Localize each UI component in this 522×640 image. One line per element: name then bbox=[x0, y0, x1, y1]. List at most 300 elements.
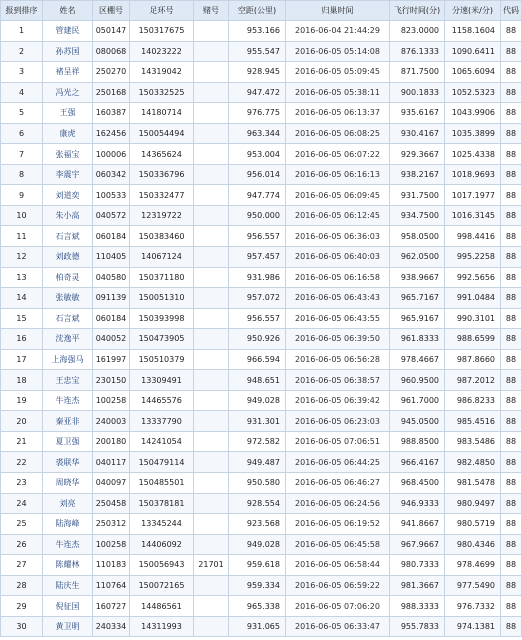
cell-speed: 990.3101 bbox=[445, 308, 501, 329]
cell-code: 88 bbox=[501, 41, 522, 62]
cell-name: 周晓华 bbox=[43, 473, 93, 494]
cell-arrival-time: 2016-06-05 06:24:56 bbox=[286, 493, 390, 514]
cell-speed: 982.4850 bbox=[445, 452, 501, 473]
cell-arrival-time: 2016-06-05 06:43:43 bbox=[286, 288, 390, 309]
cell-distance: 928.945 bbox=[229, 62, 286, 83]
cell-bet-number bbox=[194, 493, 229, 514]
cell-loft-id: 240003 bbox=[93, 411, 130, 432]
cell-flight-time: 935.6167 bbox=[390, 103, 445, 124]
cell-distance: 950.580 bbox=[229, 473, 286, 494]
cell-arrival-time: 2016-06-05 06:38:57 bbox=[286, 370, 390, 391]
cell-bet-number bbox=[194, 514, 229, 535]
cell-bet-number bbox=[194, 308, 229, 329]
cell-arrival-time: 2016-06-05 06:43:55 bbox=[286, 308, 390, 329]
table-row bbox=[1, 267, 522, 288]
cell-rank: 26 bbox=[1, 534, 43, 555]
cell-speed: 995.2258 bbox=[445, 247, 501, 268]
header-distance: 空距(公里) bbox=[229, 1, 286, 21]
cell-flight-time: 988.3333 bbox=[390, 596, 445, 617]
table-row bbox=[1, 390, 522, 411]
cell-rank: 30 bbox=[1, 616, 43, 637]
cell-name: 裘联华 bbox=[43, 452, 93, 473]
cell-arrival-time: 2016-06-05 06:13:37 bbox=[286, 103, 390, 124]
cell-name: 褚呈祥 bbox=[43, 62, 93, 83]
cell-code: 88 bbox=[501, 349, 522, 370]
cell-name: 陈耀林 bbox=[43, 555, 93, 576]
table-row bbox=[1, 123, 522, 144]
cell-arrival-time: 2016-06-05 05:14:08 bbox=[286, 41, 390, 62]
cell-name: 王忠宝 bbox=[43, 370, 93, 391]
cell-speed: 1090.6411 bbox=[445, 41, 501, 62]
table-row bbox=[1, 349, 522, 370]
cell-arrival-time: 2016-06-05 06:45:58 bbox=[286, 534, 390, 555]
cell-arrival-time: 2016-06-05 06:16:58 bbox=[286, 267, 390, 288]
cell-bet-number bbox=[194, 288, 229, 309]
cell-speed: 981.5478 bbox=[445, 473, 501, 494]
cell-code: 88 bbox=[501, 267, 522, 288]
cell-rank: 19 bbox=[1, 390, 43, 411]
cell-rank: 21 bbox=[1, 431, 43, 452]
cell-code: 88 bbox=[501, 473, 522, 494]
cell-arrival-time: 2016-06-05 06:56:28 bbox=[286, 349, 390, 370]
cell-speed: 1065.6094 bbox=[445, 62, 501, 83]
table-row bbox=[1, 82, 522, 103]
cell-code: 88 bbox=[501, 596, 522, 617]
cell-flight-time: 981.3667 bbox=[390, 575, 445, 596]
cell-bet-number bbox=[194, 103, 229, 124]
cell-bet-number bbox=[194, 144, 229, 165]
cell-flight-time: 961.8333 bbox=[390, 329, 445, 350]
table-row bbox=[1, 575, 522, 596]
cell-loft-id: 110405 bbox=[93, 247, 130, 268]
cell-name: 张福宝 bbox=[43, 144, 93, 165]
cell-code: 88 bbox=[501, 555, 522, 576]
cell-distance: 956.014 bbox=[229, 164, 286, 185]
cell-arrival-time: 2016-06-05 06:59:22 bbox=[286, 575, 390, 596]
cell-flight-time: 934.7500 bbox=[390, 205, 445, 226]
cell-distance: 956.557 bbox=[229, 308, 286, 329]
cell-distance: 953.004 bbox=[229, 144, 286, 165]
cell-loft-id: 091139 bbox=[93, 288, 130, 309]
header-loft-id: 区棚号 bbox=[93, 1, 130, 21]
cell-flight-time: 967.9667 bbox=[390, 534, 445, 555]
cell-name: 孙苏国 bbox=[43, 41, 93, 62]
cell-bet-number bbox=[194, 123, 229, 144]
cell-flight-time: 968.4500 bbox=[390, 473, 445, 494]
cell-loft-id: 250168 bbox=[93, 82, 130, 103]
cell-bet-number: 21701 bbox=[194, 555, 229, 576]
cell-speed: 985.4516 bbox=[445, 411, 501, 432]
cell-loft-id: 110183 bbox=[93, 555, 130, 576]
cell-rank: 17 bbox=[1, 349, 43, 370]
cell-flight-time: 900.1833 bbox=[390, 82, 445, 103]
cell-speed: 987.2012 bbox=[445, 370, 501, 391]
cell-distance: 957.072 bbox=[229, 288, 286, 309]
cell-code: 88 bbox=[501, 21, 522, 42]
cell-rank: 12 bbox=[1, 247, 43, 268]
cell-bet-number bbox=[194, 411, 229, 432]
table-body bbox=[1, 21, 522, 637]
table-row bbox=[1, 534, 522, 555]
cell-ring-number: 14180714 bbox=[130, 103, 194, 124]
cell-arrival-time: 2016-06-05 06:39:50 bbox=[286, 329, 390, 350]
cell-distance: 965.338 bbox=[229, 596, 286, 617]
cell-name: 刘政德 bbox=[43, 247, 93, 268]
cell-distance: 950.926 bbox=[229, 329, 286, 350]
cell-name: 陆海峰 bbox=[43, 514, 93, 535]
cell-distance: 972.582 bbox=[229, 431, 286, 452]
cell-loft-id: 040580 bbox=[93, 267, 130, 288]
cell-flight-time: 938.2167 bbox=[390, 164, 445, 185]
cell-distance: 949.028 bbox=[229, 534, 286, 555]
cell-name: 陆庆生 bbox=[43, 575, 93, 596]
cell-code: 88 bbox=[501, 308, 522, 329]
table-row bbox=[1, 185, 522, 206]
cell-code: 88 bbox=[501, 123, 522, 144]
cell-distance: 950.000 bbox=[229, 205, 286, 226]
header-arrival-time: 归巢时间 bbox=[286, 1, 390, 21]
cell-arrival-time: 2016-06-05 06:39:42 bbox=[286, 390, 390, 411]
cell-arrival-time: 2016-06-05 06:09:45 bbox=[286, 185, 390, 206]
cell-speed: 1016.3145 bbox=[445, 205, 501, 226]
cell-distance: 957.457 bbox=[229, 247, 286, 268]
header-bet-number: 赌号 bbox=[194, 1, 229, 21]
cell-ring-number: 12319722 bbox=[130, 205, 194, 226]
cell-bet-number bbox=[194, 247, 229, 268]
cell-distance: 949.028 bbox=[229, 390, 286, 411]
cell-loft-id: 160727 bbox=[93, 596, 130, 617]
cell-arrival-time: 2016-06-05 06:12:45 bbox=[286, 205, 390, 226]
cell-bet-number bbox=[194, 575, 229, 596]
cell-speed: 976.7332 bbox=[445, 596, 501, 617]
cell-distance: 931.986 bbox=[229, 267, 286, 288]
cell-bet-number bbox=[194, 596, 229, 617]
table-row bbox=[1, 226, 522, 247]
cell-bet-number bbox=[194, 534, 229, 555]
cell-name: 张敏敏 bbox=[43, 288, 93, 309]
header-rank: 报到排序 bbox=[1, 1, 43, 21]
cell-distance: 928.554 bbox=[229, 493, 286, 514]
cell-loft-id: 250270 bbox=[93, 62, 130, 83]
cell-name: 管建民 bbox=[43, 21, 93, 42]
cell-bet-number bbox=[194, 185, 229, 206]
table-row bbox=[1, 596, 522, 617]
cell-ring-number: 150371180 bbox=[130, 267, 194, 288]
cell-code: 88 bbox=[501, 493, 522, 514]
cell-rank: 16 bbox=[1, 329, 43, 350]
cell-ring-number: 13345244 bbox=[130, 514, 194, 535]
cell-name: 石言斌 bbox=[43, 226, 93, 247]
cell-flight-time: 941.8667 bbox=[390, 514, 445, 535]
cell-rank: 4 bbox=[1, 82, 43, 103]
cell-code: 88 bbox=[501, 514, 522, 535]
cell-loft-id: 160387 bbox=[93, 103, 130, 124]
cell-loft-id: 162456 bbox=[93, 123, 130, 144]
cell-distance: 959.334 bbox=[229, 575, 286, 596]
cell-speed: 987.8660 bbox=[445, 349, 501, 370]
cell-rank: 14 bbox=[1, 288, 43, 309]
cell-ring-number: 14311993 bbox=[130, 616, 194, 637]
cell-name: 冯光之 bbox=[43, 82, 93, 103]
cell-code: 88 bbox=[501, 103, 522, 124]
cell-speed: 1052.5323 bbox=[445, 82, 501, 103]
table-row bbox=[1, 41, 522, 62]
cell-rank: 27 bbox=[1, 555, 43, 576]
cell-ring-number: 150378181 bbox=[130, 493, 194, 514]
cell-flight-time: 931.7500 bbox=[390, 185, 445, 206]
cell-name: 刘亮 bbox=[43, 493, 93, 514]
cell-ring-number: 150332477 bbox=[130, 185, 194, 206]
cell-speed: 1158.1604 bbox=[445, 21, 501, 42]
cell-speed: 980.5719 bbox=[445, 514, 501, 535]
table-row bbox=[1, 103, 522, 124]
table-row bbox=[1, 370, 522, 391]
table-row bbox=[1, 308, 522, 329]
cell-loft-id: 040097 bbox=[93, 473, 130, 494]
cell-flight-time: 955.7833 bbox=[390, 616, 445, 637]
cell-loft-id: 240334 bbox=[93, 616, 130, 637]
cell-flight-time: 871.7500 bbox=[390, 62, 445, 83]
cell-arrival-time: 2016-06-05 06:19:52 bbox=[286, 514, 390, 535]
cell-loft-id: 050147 bbox=[93, 21, 130, 42]
cell-arrival-time: 2016-06-05 06:23:03 bbox=[286, 411, 390, 432]
header-speed: 分速(米/分) bbox=[445, 1, 501, 21]
cell-flight-time: 978.4667 bbox=[390, 349, 445, 370]
cell-name: 秦亚非 bbox=[43, 411, 93, 432]
cell-loft-id: 040117 bbox=[93, 452, 130, 473]
cell-distance: 947.774 bbox=[229, 185, 286, 206]
table-row bbox=[1, 555, 522, 576]
cell-ring-number: 150393998 bbox=[130, 308, 194, 329]
cell-rank: 18 bbox=[1, 370, 43, 391]
cell-ring-number: 150072165 bbox=[130, 575, 194, 596]
cell-code: 88 bbox=[501, 575, 522, 596]
cell-ring-number: 150054494 bbox=[130, 123, 194, 144]
cell-loft-id: 060342 bbox=[93, 164, 130, 185]
cell-ring-number: 14319042 bbox=[130, 62, 194, 83]
cell-rank: 22 bbox=[1, 452, 43, 473]
cell-ring-number: 150383460 bbox=[130, 226, 194, 247]
cell-name: 上海强马 bbox=[43, 349, 93, 370]
header-name: 姓名 bbox=[43, 1, 93, 21]
cell-ring-number: 150332525 bbox=[130, 82, 194, 103]
cell-bet-number bbox=[194, 349, 229, 370]
cell-loft-id: 110764 bbox=[93, 575, 130, 596]
cell-speed: 998.4416 bbox=[445, 226, 501, 247]
cell-code: 88 bbox=[501, 164, 522, 185]
cell-rank: 25 bbox=[1, 514, 43, 535]
cell-loft-id: 100258 bbox=[93, 534, 130, 555]
cell-rank: 2 bbox=[1, 41, 43, 62]
cell-ring-number: 150473905 bbox=[130, 329, 194, 350]
cell-rank: 23 bbox=[1, 473, 43, 494]
table-header-row bbox=[1, 1, 522, 21]
cell-name: 倪征国 bbox=[43, 596, 93, 617]
cell-name: 王强 bbox=[43, 103, 93, 124]
cell-arrival-time: 2016-06-05 07:06:20 bbox=[286, 596, 390, 617]
cell-bet-number bbox=[194, 21, 229, 42]
cell-speed: 977.5490 bbox=[445, 575, 501, 596]
cell-distance: 949.487 bbox=[229, 452, 286, 473]
cell-distance: 953.166 bbox=[229, 21, 286, 42]
cell-loft-id: 100006 bbox=[93, 144, 130, 165]
cell-rank: 20 bbox=[1, 411, 43, 432]
cell-speed: 992.5656 bbox=[445, 267, 501, 288]
cell-rank: 10 bbox=[1, 205, 43, 226]
cell-ring-number: 150479114 bbox=[130, 452, 194, 473]
cell-code: 88 bbox=[501, 370, 522, 391]
cell-flight-time: 965.7167 bbox=[390, 288, 445, 309]
table-row bbox=[1, 329, 522, 350]
cell-arrival-time: 2016-06-05 05:38:11 bbox=[286, 82, 390, 103]
cell-flight-time: 988.8500 bbox=[390, 431, 445, 452]
table-row bbox=[1, 144, 522, 165]
cell-code: 88 bbox=[501, 144, 522, 165]
table-row bbox=[1, 21, 522, 42]
cell-ring-number: 150317675 bbox=[130, 21, 194, 42]
cell-loft-id: 040572 bbox=[93, 205, 130, 226]
table-row bbox=[1, 452, 522, 473]
cell-arrival-time: 2016-06-05 06:46:27 bbox=[286, 473, 390, 494]
cell-distance: 948.651 bbox=[229, 370, 286, 391]
cell-arrival-time: 2016-06-05 07:06:51 bbox=[286, 431, 390, 452]
cell-arrival-time: 2016-06-05 06:33:47 bbox=[286, 616, 390, 637]
cell-speed: 980.9497 bbox=[445, 493, 501, 514]
cell-distance: 955.547 bbox=[229, 41, 286, 62]
cell-ring-number: 14241054 bbox=[130, 431, 194, 452]
table-row bbox=[1, 514, 522, 535]
cell-bet-number bbox=[194, 205, 229, 226]
cell-distance: 959.618 bbox=[229, 555, 286, 576]
cell-bet-number bbox=[194, 390, 229, 411]
cell-rank: 15 bbox=[1, 308, 43, 329]
cell-code: 88 bbox=[501, 452, 522, 473]
cell-speed: 1043.9906 bbox=[445, 103, 501, 124]
cell-ring-number: 150336796 bbox=[130, 164, 194, 185]
cell-name: 沈逸平 bbox=[43, 329, 93, 350]
cell-loft-id: 100258 bbox=[93, 390, 130, 411]
cell-code: 88 bbox=[501, 390, 522, 411]
cell-ring-number: 14465576 bbox=[130, 390, 194, 411]
cell-ring-number: 14406092 bbox=[130, 534, 194, 555]
cell-rank: 5 bbox=[1, 103, 43, 124]
cell-ring-number: 150510379 bbox=[130, 349, 194, 370]
cell-name: 石言斌 bbox=[43, 308, 93, 329]
cell-bet-number bbox=[194, 616, 229, 637]
cell-distance: 966.594 bbox=[229, 349, 286, 370]
cell-rank: 3 bbox=[1, 62, 43, 83]
cell-flight-time: 930.4167 bbox=[390, 123, 445, 144]
table-row bbox=[1, 288, 522, 309]
cell-bet-number bbox=[194, 82, 229, 103]
cell-loft-id: 250312 bbox=[93, 514, 130, 535]
cell-loft-id: 161997 bbox=[93, 349, 130, 370]
table-row bbox=[1, 616, 522, 637]
cell-name: 康虎 bbox=[43, 123, 93, 144]
cell-arrival-time: 2016-06-05 06:16:13 bbox=[286, 164, 390, 185]
cell-bet-number bbox=[194, 329, 229, 350]
cell-bet-number bbox=[194, 431, 229, 452]
cell-flight-time: 965.9167 bbox=[390, 308, 445, 329]
cell-name: 黄卫明 bbox=[43, 616, 93, 637]
cell-rank: 13 bbox=[1, 267, 43, 288]
cell-name: 刘道奕 bbox=[43, 185, 93, 206]
cell-loft-id: 250458 bbox=[93, 493, 130, 514]
cell-code: 88 bbox=[501, 431, 522, 452]
cell-flight-time: 946.9333 bbox=[390, 493, 445, 514]
cell-bet-number bbox=[194, 62, 229, 83]
cell-code: 88 bbox=[501, 82, 522, 103]
cell-rank: 1 bbox=[1, 21, 43, 42]
cell-arrival-time: 2016-06-05 06:58:44 bbox=[286, 555, 390, 576]
table-row bbox=[1, 493, 522, 514]
cell-ring-number: 14023222 bbox=[130, 41, 194, 62]
cell-ring-number: 150056943 bbox=[130, 555, 194, 576]
cell-code: 88 bbox=[501, 205, 522, 226]
cell-ring-number: 14067124 bbox=[130, 247, 194, 268]
cell-distance: 931.301 bbox=[229, 411, 286, 432]
cell-bet-number bbox=[194, 473, 229, 494]
cell-bet-number bbox=[194, 226, 229, 247]
cell-loft-id: 080068 bbox=[93, 41, 130, 62]
cell-code: 88 bbox=[501, 616, 522, 637]
cell-loft-id: 100533 bbox=[93, 185, 130, 206]
cell-speed: 974.1381 bbox=[445, 616, 501, 637]
cell-ring-number: 14486561 bbox=[130, 596, 194, 617]
cell-ring-number: 150051310 bbox=[130, 288, 194, 309]
cell-flight-time: 980.7333 bbox=[390, 555, 445, 576]
cell-flight-time: 966.4167 bbox=[390, 452, 445, 473]
cell-rank: 7 bbox=[1, 144, 43, 165]
cell-arrival-time: 2016-06-05 06:40:03 bbox=[286, 247, 390, 268]
table-row bbox=[1, 473, 522, 494]
cell-arrival-time: 2016-06-04 21:44:29 bbox=[286, 21, 390, 42]
cell-rank: 8 bbox=[1, 164, 43, 185]
cell-speed: 983.5486 bbox=[445, 431, 501, 452]
cell-loft-id: 200180 bbox=[93, 431, 130, 452]
cell-name: 牛连杰 bbox=[43, 534, 93, 555]
cell-flight-time: 945.0500 bbox=[390, 411, 445, 432]
cell-code: 88 bbox=[501, 288, 522, 309]
table-row bbox=[1, 62, 522, 83]
cell-speed: 986.8233 bbox=[445, 390, 501, 411]
cell-code: 88 bbox=[501, 185, 522, 206]
cell-ring-number: 14365624 bbox=[130, 144, 194, 165]
cell-flight-time: 938.9667 bbox=[390, 267, 445, 288]
cell-ring-number: 13337790 bbox=[130, 411, 194, 432]
cell-distance: 956.557 bbox=[229, 226, 286, 247]
cell-speed: 991.0484 bbox=[445, 288, 501, 309]
cell-flight-time: 958.0500 bbox=[390, 226, 445, 247]
cell-speed: 1017.1977 bbox=[445, 185, 501, 206]
cell-speed: 980.4346 bbox=[445, 534, 501, 555]
cell-speed: 1025.4338 bbox=[445, 144, 501, 165]
cell-code: 88 bbox=[501, 226, 522, 247]
cell-rank: 9 bbox=[1, 185, 43, 206]
cell-arrival-time: 2016-06-05 06:07:22 bbox=[286, 144, 390, 165]
cell-flight-time: 961.7000 bbox=[390, 390, 445, 411]
cell-name: 李震宇 bbox=[43, 164, 93, 185]
cell-bet-number bbox=[194, 164, 229, 185]
cell-arrival-time: 2016-06-05 06:44:25 bbox=[286, 452, 390, 473]
cell-speed: 1018.9693 bbox=[445, 164, 501, 185]
cell-ring-number: 150485501 bbox=[130, 473, 194, 494]
cell-arrival-time: 2016-06-05 05:09:45 bbox=[286, 62, 390, 83]
cell-code: 88 bbox=[501, 62, 522, 83]
cell-distance: 931.065 bbox=[229, 616, 286, 637]
cell-code: 88 bbox=[501, 534, 522, 555]
cell-distance: 923.568 bbox=[229, 514, 286, 535]
